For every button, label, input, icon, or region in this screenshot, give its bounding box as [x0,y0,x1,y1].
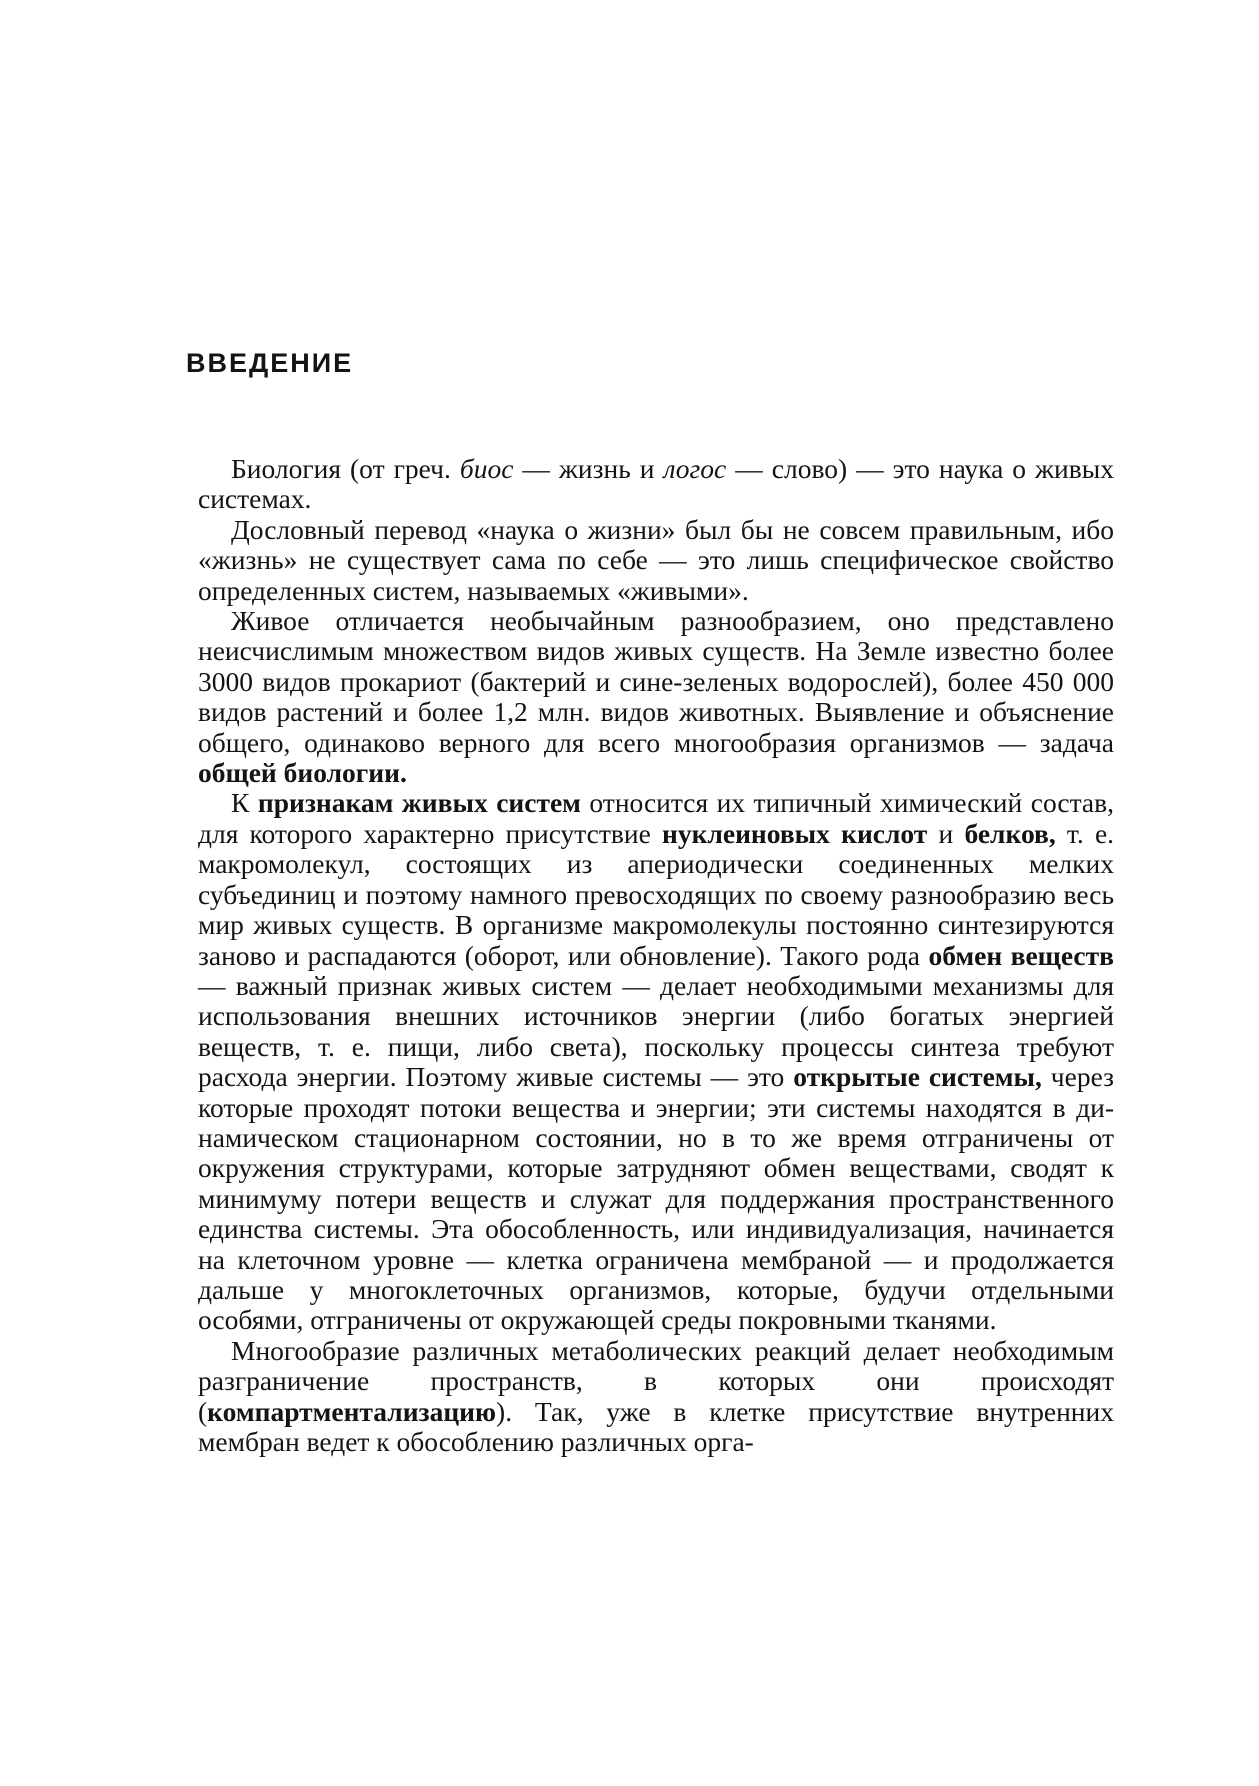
bold-term: общей биологии. [198,757,407,789]
text-run: Живое отличается необычайным разнообразием, оно представлено неисчислимым множеством видов живых существ. На Земле известно более 3000 видов прокариот (бактерий и сине-зеленых водорослей), более 450 000 видов растений и более 1,2 млн. видов животных. Выявление и объяснение общего, одинаково верного для всего многообразия организмов — задача [198,605,1114,758]
paragraph-definition [198,454,1114,515]
text-run: Биология (от греч. [231,453,460,484]
paragraph-compartmentalization [198,1336,1114,1458]
bold-term: открытые системы, [793,1061,1042,1093]
paragraph-diversity [198,606,1114,788]
text-run: через которые проходят потоки вещества и энергии; эти системы находятся в динамическом стационарном состоянии, но в то же время отграничены от окружения структурами, которые затрудняют обмен веществами, сводят к минимуму потери веществ и служат для поддержания пространственного единства системы. Эта обособленность, или индивидуализация, начинается на клеточном уровне — клетка ограничена мембраной — и продолжается дальше у многоклеточных организмов, которые, будучи отдельными особями, отграничены от окружающей среды покровными тканями. [198,1061,1114,1336]
bold-term: обмен веществ [928,939,1114,971]
paragraph-living-systems [198,788,1114,1335]
italic-term: логос [663,453,727,484]
bold-term: нуклеиновых кислот [662,817,928,849]
chapter-heading: ВВЕДЕНИЕ [186,348,354,378]
text-run: — важный признак живых систем — делает необходимыми механизмы для использования внешних источников энергии (либо богатых энергией веществ, т. е. пищи, либо света), поскольку процессы синтеза требуют расхода энергии. Поэтому живые системы — это [198,969,1114,1093]
text-run: К [231,787,258,819]
text-run: относится их типичный химический состав, для которого характерно присутствие [198,787,1114,849]
text-run: Дословный перевод «наука о жизни» был бы не совсем правильным, ибо «жизнь» не существует сама по себе — это лишь специфическое свойство определенных систем, называемых «живыми». [198,513,1114,606]
text-run: и [927,817,965,849]
paragraph-translation [198,515,1114,606]
text-run: Многообразие различных метаболических реакций делает необходимым разграничение пространств, в которых они происходят ( [198,1334,1114,1427]
text-run: — жизнь и [513,453,664,484]
bold-term: признакам живых систем [257,787,581,819]
bold-term: компартментализацию [207,1395,497,1427]
text-run: т. е. макромолекул, состоящих из апериодически соединенных мелких субъединиц и поэтому намного превосходящих по своему разнообразию весь мир живых существ. В организме макромолекулы постоянно синтезируются заново и распадаются (оборот, или обновление). Такого рода [198,817,1115,971]
body-text [198,454,1114,1457]
bold-term: белков, [964,817,1056,849]
text-run: ). Так, уже в клетке присутствие внутренних мембран ведет к обособлению различных орга- [198,1395,1114,1457]
italic-term: биос [459,453,514,484]
text-run: — слово) — это наука о живых системах. [198,453,1114,515]
